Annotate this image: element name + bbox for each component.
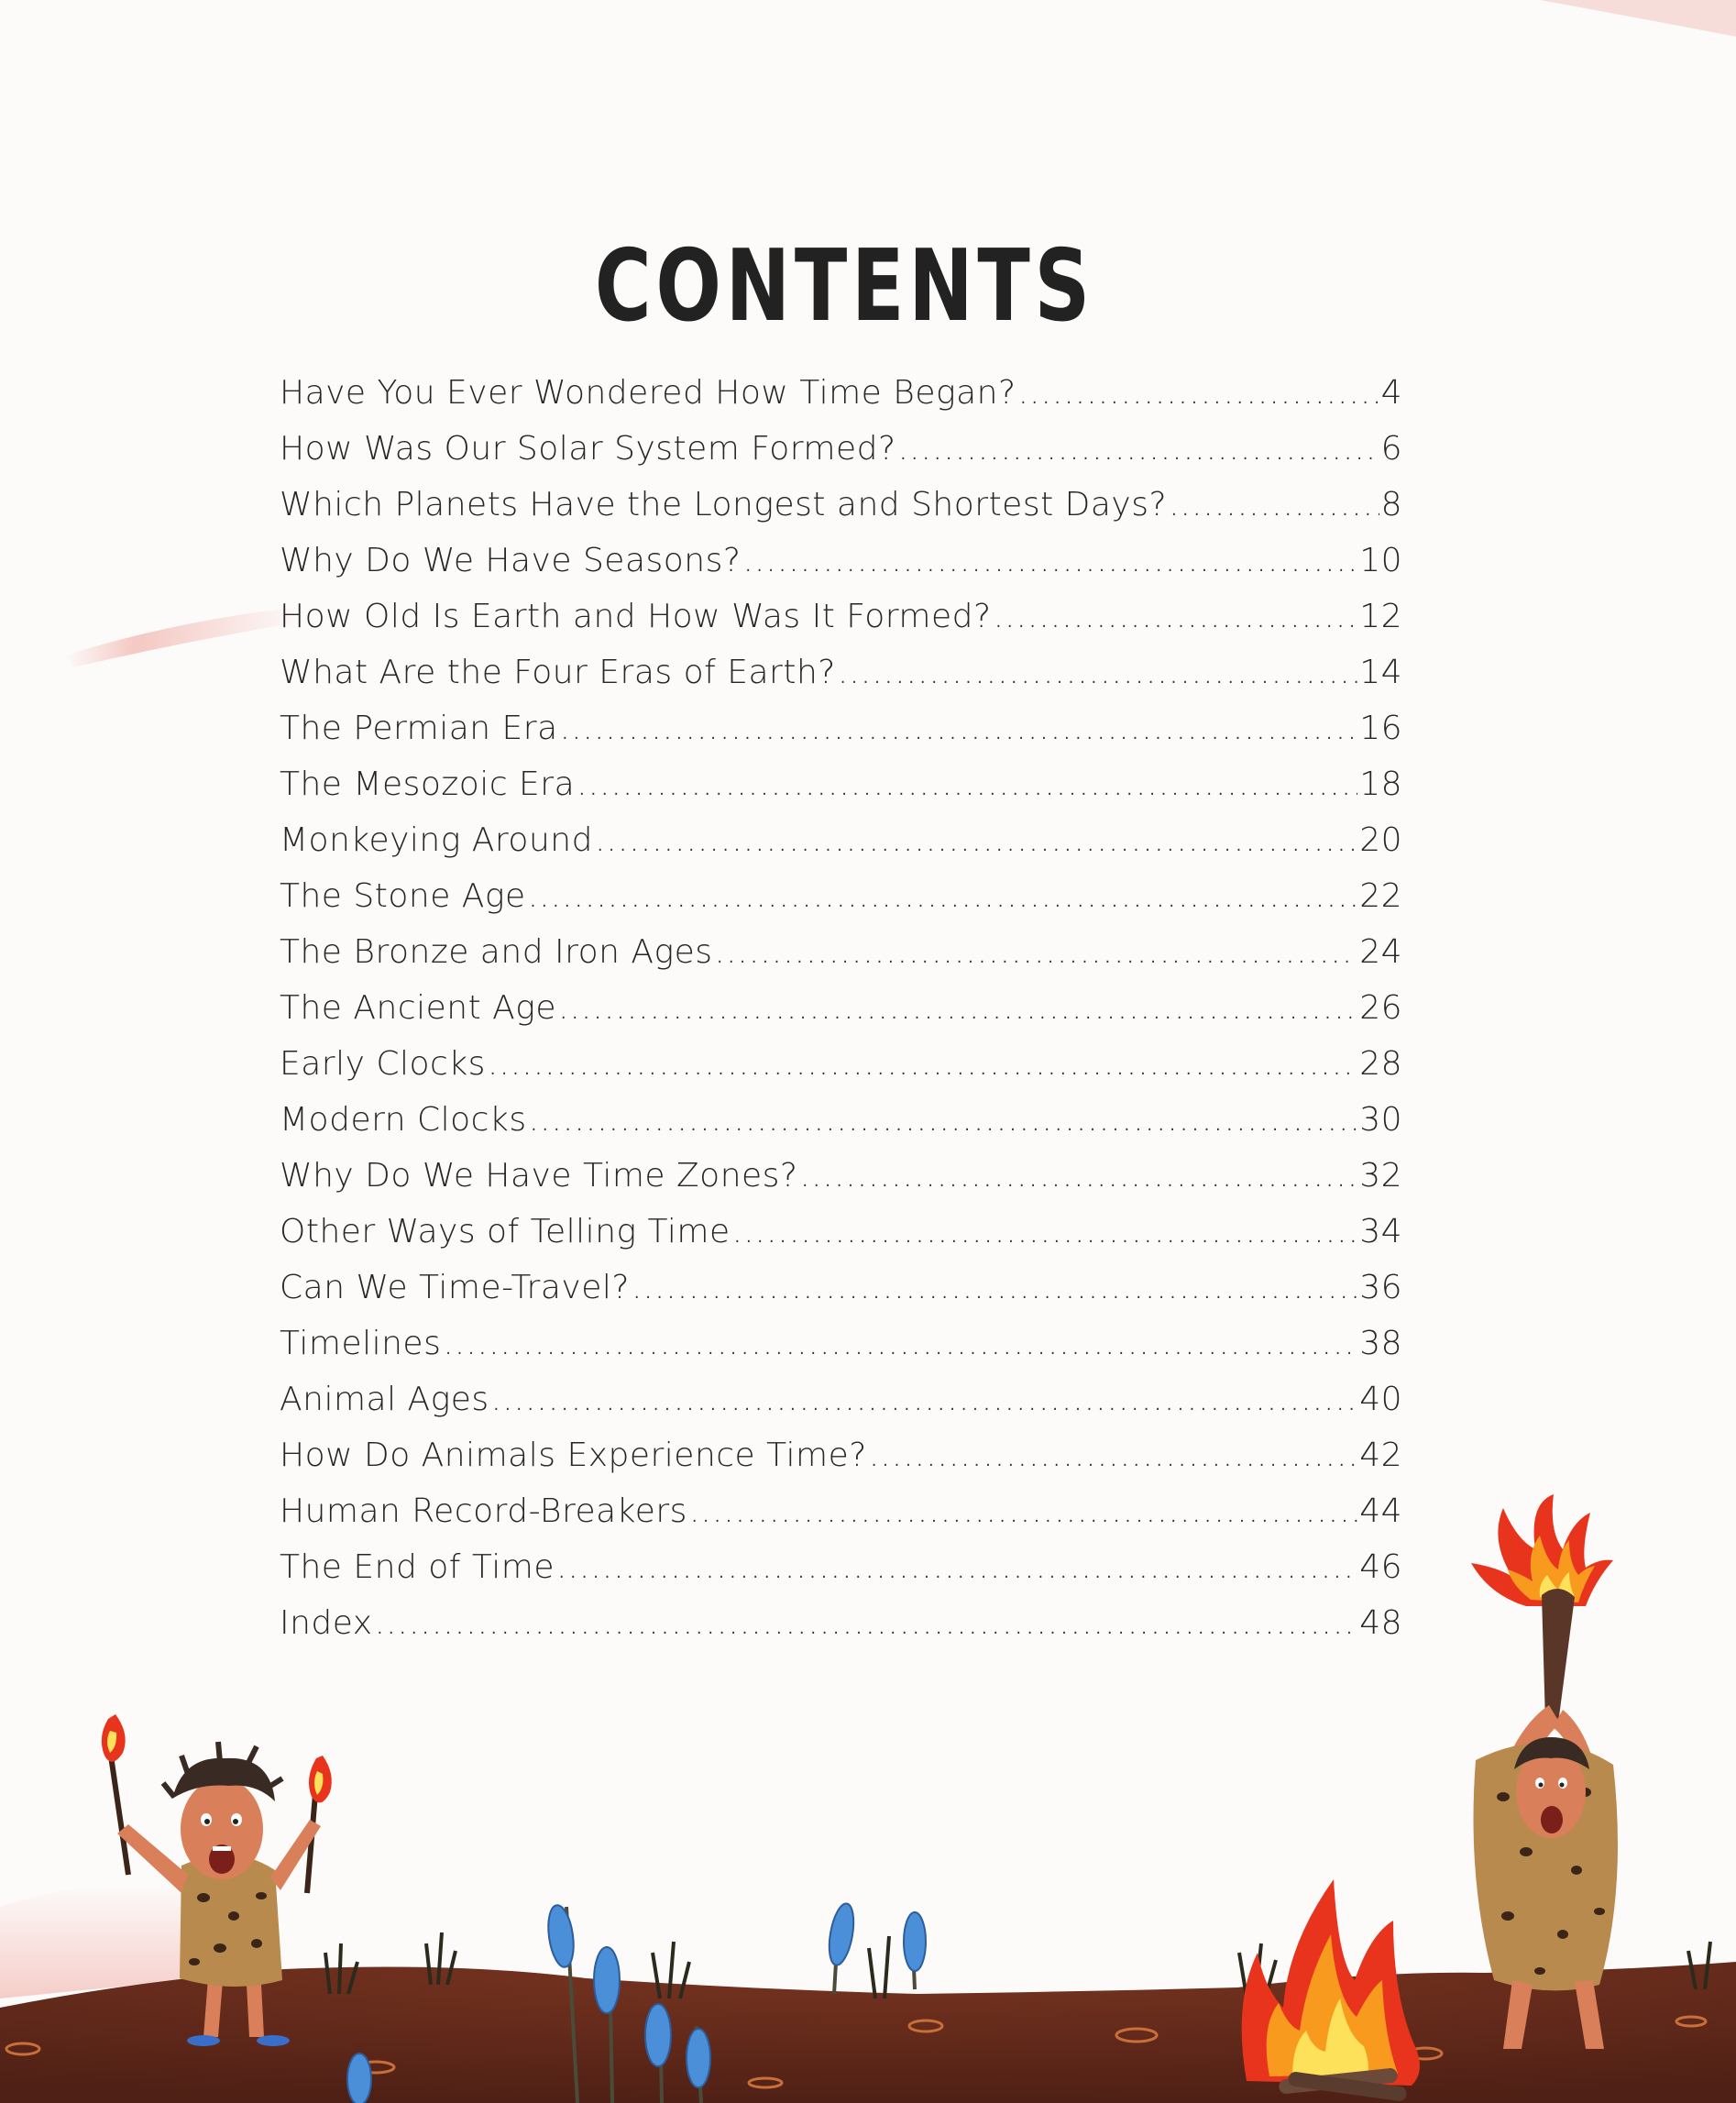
campfire-icon [1242,1879,1420,2102]
toc-entry[interactable] [280,542,1402,598]
dot-leader [595,821,1357,859]
toc-entry[interactable] [280,1213,1402,1269]
toc-entry-title: Why Do We Have Seasons? [280,542,742,579]
toc-entry[interactable] [280,989,1402,1045]
toc-entry[interactable] [280,933,1402,989]
dot-leader [838,654,1357,691]
toc-entry-page: 14 [1359,654,1402,691]
toc-entry-title: Modern Clocks [280,1101,527,1139]
toc-entry[interactable] [280,765,1402,821]
toc-entry-title: Timelines [280,1325,442,1362]
dot-leader [528,877,1358,915]
toc-entry-title: Other Ways of Telling Time [280,1213,731,1250]
toc-entry-title: Which Planets Have the Longest and Shortest Days? [280,486,1168,523]
toc-entry-page: 30 [1359,1101,1402,1139]
dot-leader [715,933,1358,971]
toc-entry-title: How Old Is Earth and How Was It Formed? [280,598,992,635]
toc-entry-page: 18 [1359,765,1402,803]
toc-entry-page: 32 [1359,1157,1402,1195]
dot-leader [577,765,1357,803]
toc-entry-title: The End of Time [280,1548,555,1586]
toc-entry-title: Why Do We Have Time Zones? [280,1157,798,1195]
toc-entry-title: Animal Ages [280,1381,489,1418]
dot-leader [869,1437,1357,1474]
toc-entry[interactable] [280,877,1402,933]
toc-entry-page: 44 [1359,1492,1402,1530]
toc-entry[interactable] [280,486,1402,542]
dot-leader [560,710,1358,747]
toc-entry[interactable] [280,374,1402,430]
toc-entry[interactable] [280,430,1402,486]
toc-entry-page: 42 [1359,1437,1402,1474]
dot-leader [529,1101,1358,1139]
toc-entry[interactable] [280,654,1402,710]
toc-entry[interactable] [280,821,1402,877]
dot-leader [632,1269,1357,1306]
toc-entry-page: 36 [1359,1269,1402,1306]
toc-entry-page: 46 [1359,1548,1402,1586]
toc-entry-page: 6 [1380,430,1402,468]
caveman-with-club-icon [1471,1494,1618,2049]
dot-leader [491,1381,1358,1418]
dot-leader [732,1213,1358,1250]
dot-leader [375,1604,1358,1642]
toc-entry-page: 16 [1359,710,1402,747]
toc-entry-page: 34 [1359,1213,1402,1250]
toc-entry-page: 40 [1359,1381,1402,1418]
toc-entry[interactable] [280,1381,1402,1437]
toc-entry[interactable] [280,598,1402,654]
toc-entry-title: The Permian Era [280,710,558,747]
dot-leader [689,1492,1357,1530]
toc-entry[interactable] [280,1045,1402,1101]
toc-entry[interactable] [280,1269,1402,1325]
toc-entry-title: The Bronze and Iron Ages [280,933,713,971]
toc-entry-title: Have You Ever Wondered How Time Began? [280,374,1016,412]
toc-entry-page: 22 [1359,877,1402,915]
toc-entry[interactable] [280,1548,1402,1604]
toc-entry-title: How Do Animals Experience Time? [280,1437,867,1474]
toc-entry-title: Monkeying Around [280,821,593,859]
toc-entry-page: 20 [1359,821,1402,859]
toc-entry-page: 26 [1359,989,1402,1027]
dot-leader [994,598,1358,635]
toc-entry-page: 28 [1359,1045,1402,1083]
dot-leader [1018,374,1379,412]
toc-entry-page: 8 [1380,486,1402,523]
table-of-contents [280,374,1402,1660]
toc-entry[interactable] [280,1157,1402,1213]
dot-leader [556,1548,1357,1586]
toc-entry-title: Can We Time-Travel? [280,1269,630,1306]
dot-leader [488,1045,1357,1083]
toc-entry[interactable] [280,1437,1402,1492]
dot-leader [558,989,1357,1027]
dot-leader [800,1157,1358,1195]
dot-leader [443,1325,1357,1362]
toc-entry-page: 10 [1359,542,1402,579]
toc-entry[interactable] [280,1492,1402,1548]
toc-entry-title: Index [280,1604,373,1642]
toc-entry-title: The Stone Age [280,877,526,915]
page-title: CONTENTS [594,229,1094,345]
toc-entry[interactable] [280,1604,1402,1660]
toc-entry[interactable] [280,1325,1402,1381]
toc-entry-title: Early Clocks [280,1045,486,1083]
toc-entry[interactable] [280,710,1402,765]
dot-leader [898,430,1379,468]
toc-entry-page: 48 [1359,1604,1402,1642]
toc-entry-page: 24 [1359,933,1402,971]
dot-leader [742,542,1357,579]
toc-entry-title: How Was Our Solar System Formed? [280,430,896,468]
dot-leader [1169,486,1379,523]
toc-entry-title: The Ancient Age [280,989,557,1027]
toc-entry-title: Human Record-Breakers [280,1492,687,1530]
toc-entry-page: 4 [1380,374,1402,412]
toc-entry-page: 12 [1359,598,1402,635]
toc-entry-title: The Mesozoic Era [280,765,576,803]
toc-entry[interactable] [280,1101,1402,1157]
toc-entry-page: 38 [1359,1325,1402,1362]
toc-entry-title: What Are the Four Eras of Earth? [280,654,836,691]
